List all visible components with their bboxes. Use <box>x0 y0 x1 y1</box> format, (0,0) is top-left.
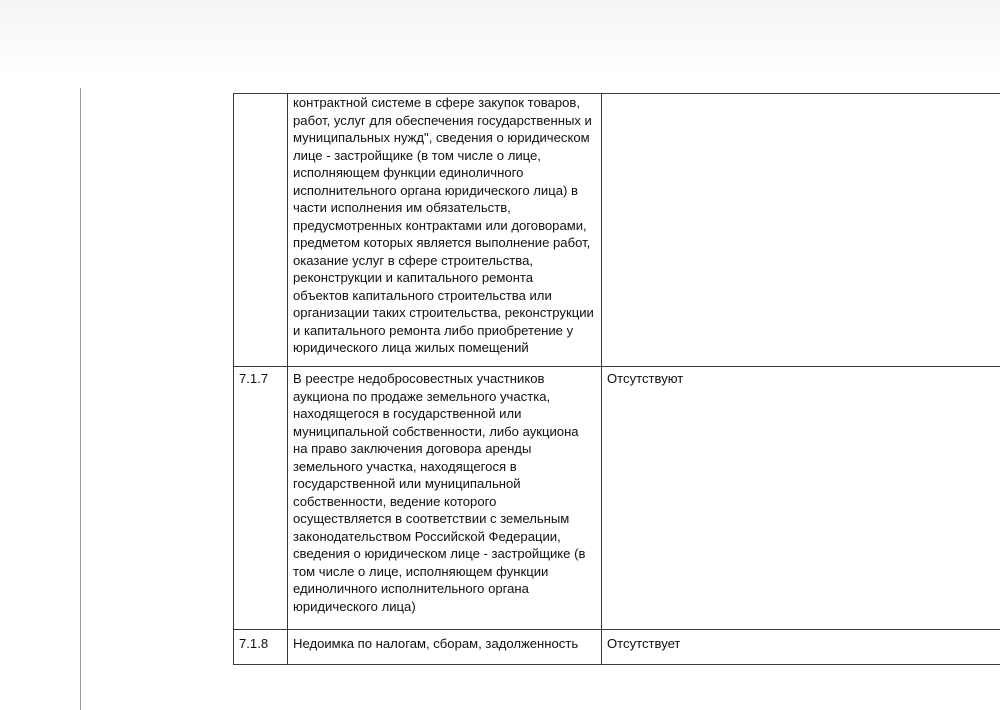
row-value <box>602 94 1000 367</box>
row-description: Недоимка по налогам, сборам, задолженность <box>288 630 602 665</box>
row-value: Отсутствует <box>602 630 1000 665</box>
table-row <box>234 630 1000 665</box>
row-number: 7.1.8 <box>234 630 288 665</box>
row-description: контрактной системе в сфере закупок товаров, работ, услуг для обеспечения государственных и муниципальных нужд", сведения о юридическом лице - застройщике (в том числе о лице, исполняющем функции единоличного исполнительного органа юридического лица) в части исполнения им обязательств, предусмотренных контрактами или договорами, предметом которых является выполнение работ, оказание услуг в сфере строительства, реконструкции и капитального ремонта объектов капитального строительства или организации таких строительства, реконструкции и капитального ремонта либо приобретение у юридического лица жилых помещений <box>288 94 602 367</box>
page-margin-line <box>80 88 81 710</box>
table-row <box>234 367 1000 630</box>
table-row <box>234 94 1000 367</box>
row-number: 7.1.7 <box>234 367 288 630</box>
row-description: В реестре недобросовестных участников аукциона по продаже земельного участка, находящегося в государственной или муниципальной собственности, либо аукциона на право заключения договора аренды земельного участка, находящегося в государственной или муниципальной собственности, ведение которого осуществляется в соответствии с земельным законодательством Российской Федерации, сведения о юридическом лице - застройщике (в том числе о лице, исполняющем функции единоличного исполнительного органа юридического лица) <box>288 367 602 630</box>
row-number <box>234 94 288 367</box>
disclosure-table <box>233 93 1000 665</box>
row-value: Отсутствуют <box>602 367 1000 630</box>
